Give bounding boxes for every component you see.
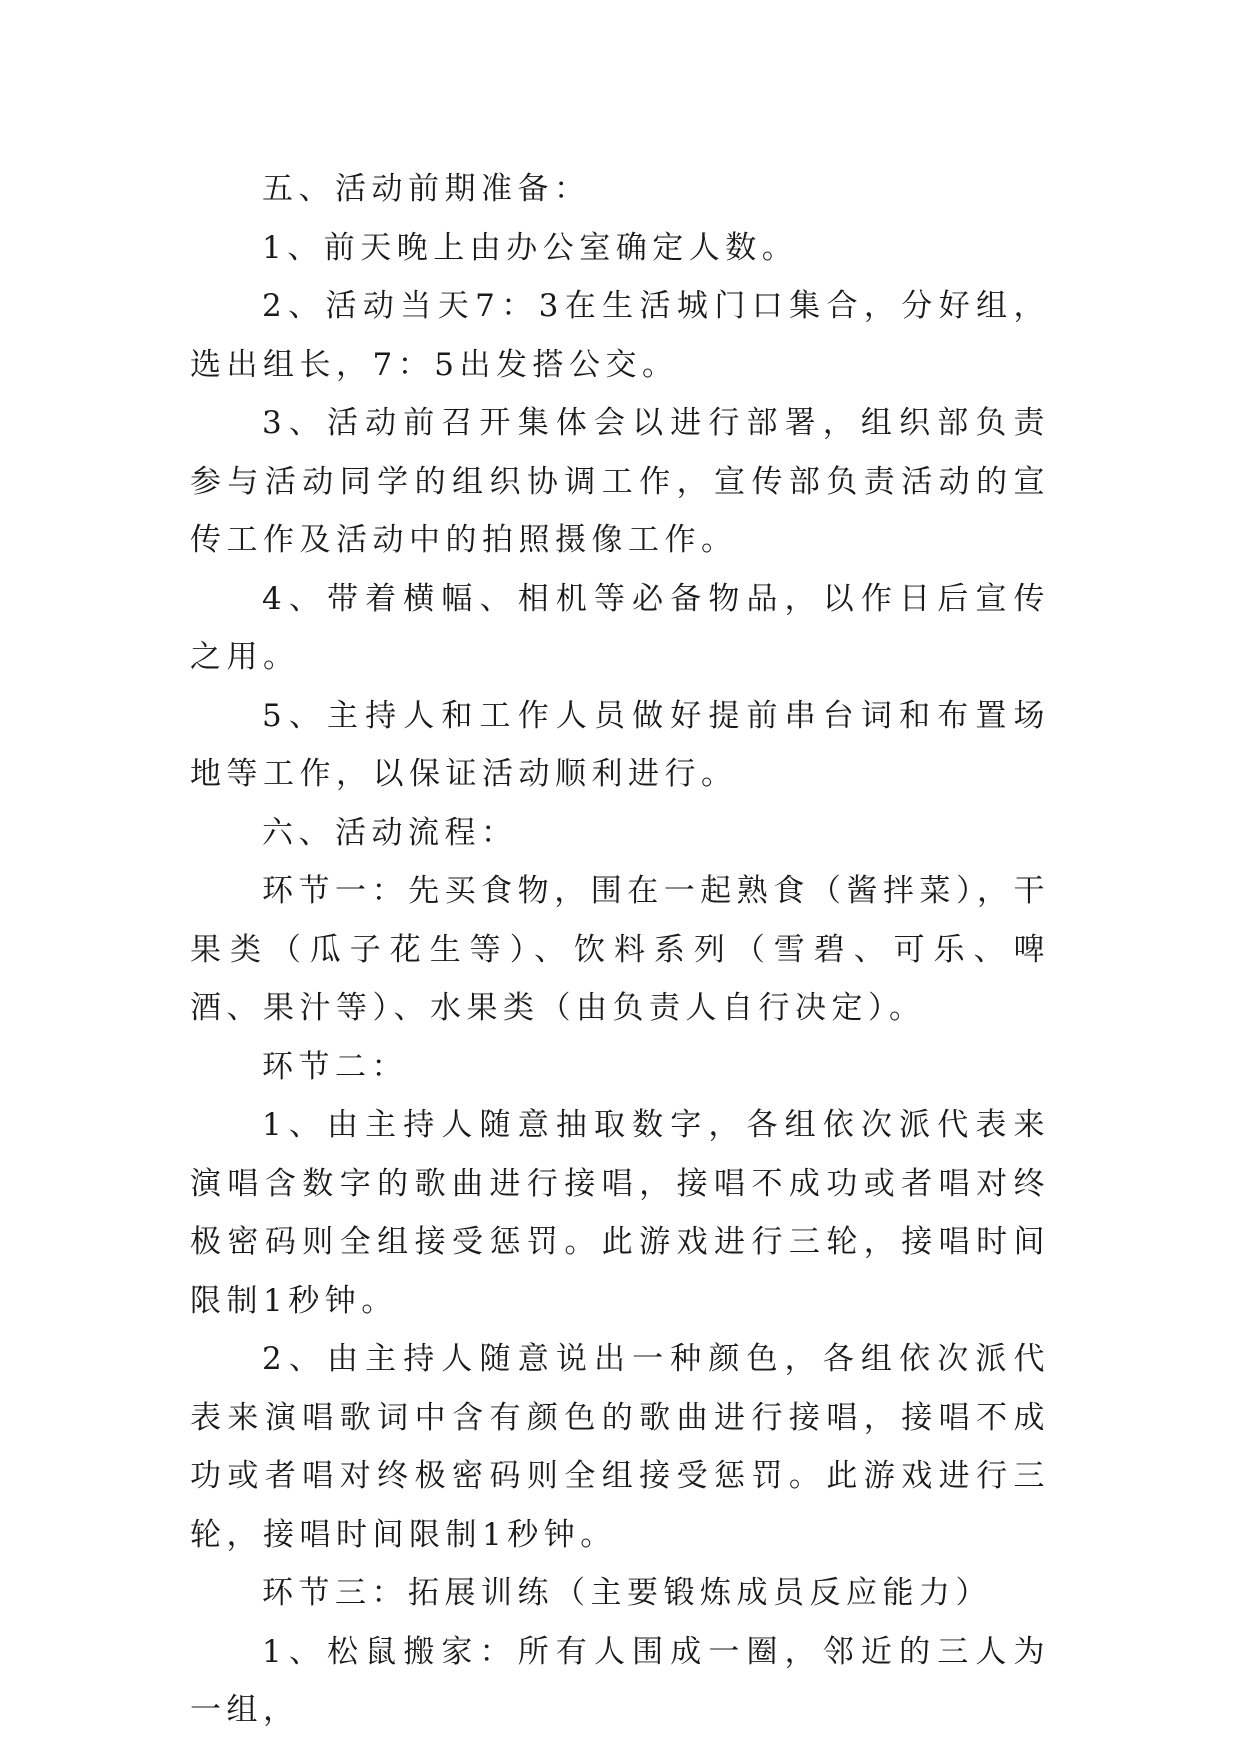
paragraph: 3、活动前召开集体会以进行部署，组织部负责参与活动同学的组织协调工作，宣传部负责活动的宣传工作及活动中的拍照摄像工作。 [190, 405, 1050, 558]
paragraph: 1、松鼠搬家：所有人围成一圈，邻近的三人为一组， [190, 1633, 1050, 1728]
paragraph: 2、活动当天7：3在生活城门口集合，分好组，选出组长，7：5出发搭公交。 [190, 288, 1050, 383]
subsection-heading: 环节二： [262, 1048, 408, 1085]
paragraph: 5、主持人和工作人员做好提前串台词和布置场地等工作，以保证活动顺利进行。 [190, 697, 1050, 792]
section-heading-preparation: 五、活动前期准备： [262, 171, 591, 207]
document-body [190, 160, 1050, 1740]
paragraph: 环节一：先买食物，围在一起熟食（酱拌菜），干果类（瓜子花生等）、饮料系列（雪碧、可乐、啤酒、果汁等）、水果类（由负责人自行决定）。 [190, 873, 1050, 1026]
paragraph: 2、由主持人随意说出一种颜色，各组依次派代表来演唱歌词中含有颜色的歌曲进行接唱，接唱不成功或者唱对终极密码则全组接受惩罚。此游戏进行三轮，接唱时间限制1秒钟。 [190, 1341, 1050, 1553]
paragraph: 1、由主持人随意抽取数字，各组依次派代表来演唱含数字的歌曲进行接唱，接唱不成功或者唱对终极密码则全组接受惩罚。此游戏进行三轮，接唱时间限制1秒钟。 [190, 1107, 1050, 1319]
section-heading-process: 六、活动流程： [262, 814, 518, 851]
subsection-heading: 环节三：拓展训练（主要锻炼成员反应能力） [262, 1575, 992, 1611]
paragraph: 1、前天晚上由办公室确定人数。 [262, 229, 799, 266]
paragraph: 4、带着横幅、相机等必备物品，以作日后宣传之用。 [190, 580, 1050, 675]
